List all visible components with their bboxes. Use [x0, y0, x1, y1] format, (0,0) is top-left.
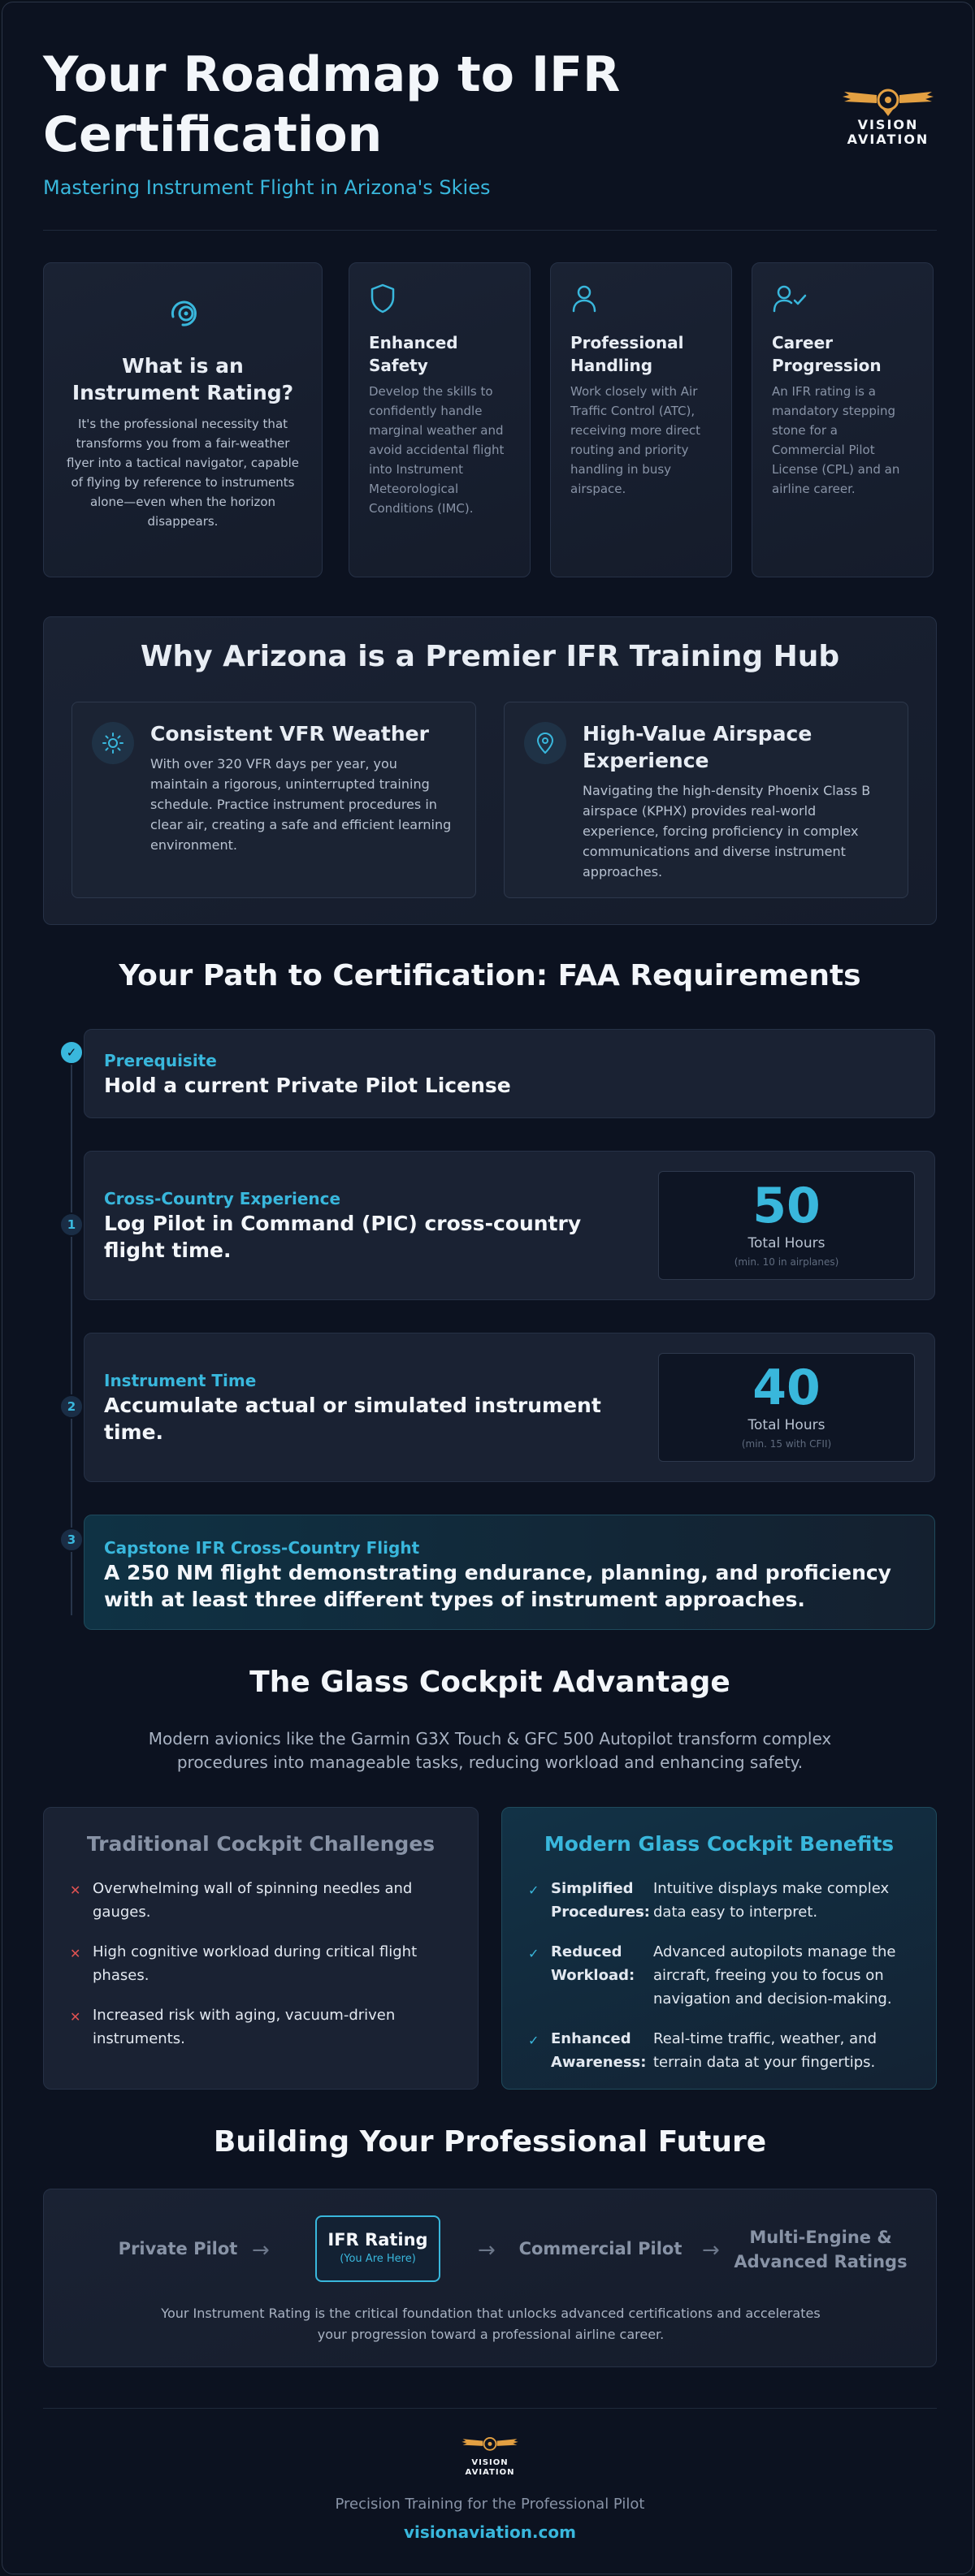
card-title: Professional Handling: [570, 333, 684, 375]
step-text: Log Pilot in Command (PIC) cross-country flight time.: [104, 1212, 582, 1262]
list-item: [528, 1940, 910, 2011]
what-is-instrument-rating-card: [43, 262, 323, 577]
x-icon: ✕: [70, 1946, 81, 1961]
item-key: Enhanced Awareness:: [551, 2030, 647, 2071]
card-title: Modern Glass Cockpit Benefits: [544, 1832, 895, 1856]
item-text: High cognitive workload during critical flight phases.: [93, 1943, 418, 1984]
glass-section-title: The Glass Cockpit Advantage: [249, 1666, 730, 1699]
capstone-step: [84, 1515, 935, 1630]
modern-cockpit-card: [501, 1807, 937, 2090]
step-text: A 250 NM flight demonstrating endurance, planning, and proficiency with at least three different types of instrument approaches.: [104, 1561, 891, 1611]
list-item: [70, 1940, 452, 1987]
professional-handling-card: [550, 262, 732, 577]
logo-text-aviation: AVIATION: [847, 132, 930, 147]
list-item: [528, 1877, 910, 1924]
intro-main-body: It's the professional necessity that transforms you from a fair-weather flyer into a tactical navigator, capable of flying by reference to instruments alone—even when the horizon disappears.: [67, 417, 299, 529]
step-label: Prerequisite: [104, 1051, 217, 1070]
list-item: [70, 1877, 452, 1924]
stat-label: Total Hours: [748, 1417, 826, 1433]
stat-note: (min. 10 in airplanes): [734, 1256, 839, 1268]
item-text: Overwhelming wall of spinning needles and gauges.: [93, 1880, 413, 1921]
user-icon: [570, 283, 598, 313]
step-multi-engine: Multi-Engine & Advanced Ratings: [734, 2228, 908, 2271]
card-title: Enhanced Safety: [369, 333, 458, 375]
check-icon: ✓: [528, 2033, 540, 2048]
card-title: Traditional Cockpit Challenges: [86, 1832, 436, 1856]
instrument-time-step: [84, 1333, 935, 1482]
footer: [43, 2434, 937, 2542]
infographic-page: [2, 2, 973, 2574]
card-body: Work closely with Air Traffic Control (ATC), receiving more direct routing and priority handling in busy airspace.: [570, 384, 701, 496]
stat-number: 50: [752, 1178, 821, 1234]
timeline-check-icon: ✓: [59, 1040, 84, 1065]
footer-website-link[interactable]: visionaviation.com: [404, 2522, 576, 2542]
header: [43, 45, 937, 199]
vision-aviation-logo: [839, 84, 937, 147]
card-title: Career Progression: [772, 333, 882, 375]
step-commercial-pilot: Commercial Pilot: [518, 2239, 682, 2258]
wings-emblem-icon: [841, 84, 935, 118]
step-text: Hold a current Private Pilot License: [104, 1074, 511, 1097]
timeline-marker: 1: [59, 1212, 84, 1237]
section-title: Why Arizona is a Premier IFR Training Hub: [140, 640, 840, 673]
divider: [43, 2408, 937, 2409]
hours-stat: [658, 1171, 915, 1280]
arizona-section: [43, 616, 937, 925]
list-item: [528, 2027, 910, 2074]
stat-label: Total Hours: [748, 1235, 826, 1251]
footer-tagline: Precision Training for the Professional Pilot: [335, 2496, 645, 2513]
item-text: Real-time traffic, weather, and terrain data at your fingertips.: [653, 2030, 877, 2071]
card-body: Develop the skills to confidently handle marginal weather and avoid accidental flight into Instrument Meteorological Conditions (IMC).: [369, 384, 505, 516]
logo-text-vision: VISION: [857, 117, 919, 132]
consistent-weather-item: [72, 702, 476, 898]
divider: [43, 230, 937, 231]
career-note: Your Instrument Rating is the critical foundation that unlocks advanced certifications and accelerates your progression toward a professional airline career.: [161, 2306, 821, 2342]
target-icon: [158, 292, 207, 331]
enhanced-safety-card: [349, 262, 531, 577]
step-private-pilot: Private Pilot: [118, 2239, 238, 2258]
step-label: Instrument Time: [104, 1371, 257, 1390]
intro-main-title: What is an Instrument Rating?: [72, 354, 294, 404]
footer-logo-aviation: AVIATION: [465, 2468, 515, 2477]
item-text: Advanced autopilots manage the aircraft, freeing you to focus on navigation and decision-making.: [653, 1943, 896, 2008]
you-are-here-tag: (You Are Here): [340, 2253, 416, 2265]
card-body: An IFR rating is a mandatory stepping stone for a Commercial Pilot License (CPL) and an airline career.: [772, 384, 900, 496]
item-text: Increased risk with aging, vacuum-driven instruments.: [93, 2007, 396, 2047]
traditional-cockpit-card: [43, 1807, 479, 2090]
timeline-marker: 3: [59, 1528, 84, 1552]
step-title: IFR Rating: [327, 2230, 428, 2250]
arrow-right-icon: →: [252, 2238, 270, 2263]
item-body: With over 320 VFR days per year, you maintain a rigorous, uninterrupted training schedule. Practice instrument procedures in clear air, creating a safe and efficient learning environment.: [150, 756, 452, 853]
page-subtitle: Mastering Instrument Flight in Arizona's Skies: [43, 176, 491, 199]
glass-intro: Modern avionics like the Garmin G3X Touch & GFC 500 Autopilot transform complex procedures into manageable tasks, reducing workload and enhancing safety.: [148, 1729, 832, 1772]
future-section-title: Building Your Professional Future: [213, 2125, 767, 2159]
list-item: [70, 2003, 452, 2051]
path-section-title: Your Path to Certification: FAA Requirements: [119, 959, 861, 992]
item-title: Consistent VFR Weather: [150, 722, 429, 746]
arrow-right-icon: →: [702, 2238, 720, 2263]
x-icon: ✕: [70, 2009, 81, 2025]
check-icon: ✓: [528, 1882, 540, 1898]
career-path-card: [43, 2189, 937, 2367]
map-pin-icon: [524, 722, 566, 764]
item-key: Simplified Procedures:: [551, 1880, 651, 1921]
item-title: High-Value Airspace Experience: [583, 722, 812, 772]
x-icon: ✕: [70, 1882, 81, 1898]
shield-icon: [369, 283, 396, 313]
item-text: Intuitive displays make complex data easy to interpret.: [653, 1880, 890, 1921]
step-ifr-rating: [315, 2215, 440, 2282]
step-label: Cross-Country Experience: [104, 1189, 341, 1208]
item-body: Navigating the high-density Phoenix Class B airspace (KPHX) provides real-world experience, forcing proficiency in complex communications and diverse instrument approaches.: [583, 783, 871, 880]
step-label: Capstone IFR Cross-Country Flight: [104, 1538, 420, 1558]
timeline-marker: 2: [59, 1394, 84, 1419]
stat-note: (min. 15 with CFII): [741, 1438, 832, 1450]
user-check-icon: [772, 283, 808, 313]
page-title: Your Roadmap to IFR Certification: [43, 46, 621, 163]
step-text: Accumulate actual or simulated instrument time.: [104, 1394, 601, 1444]
stat-number: 40: [752, 1359, 821, 1416]
sun-icon: [92, 722, 134, 764]
item-key: Reduced Workload:: [551, 1943, 635, 1984]
check-icon: ✓: [528, 1946, 540, 1961]
arrow-right-icon: →: [478, 2238, 496, 2263]
prerequisite-step: [84, 1029, 935, 1118]
hours-stat: [658, 1353, 915, 1462]
career-progression-card: [752, 262, 934, 577]
footer-logo-vision: VISION: [471, 2458, 509, 2467]
wings-emblem-icon: [461, 2434, 519, 2455]
cross-country-step: [84, 1151, 935, 1300]
airspace-experience-item: [504, 702, 908, 898]
